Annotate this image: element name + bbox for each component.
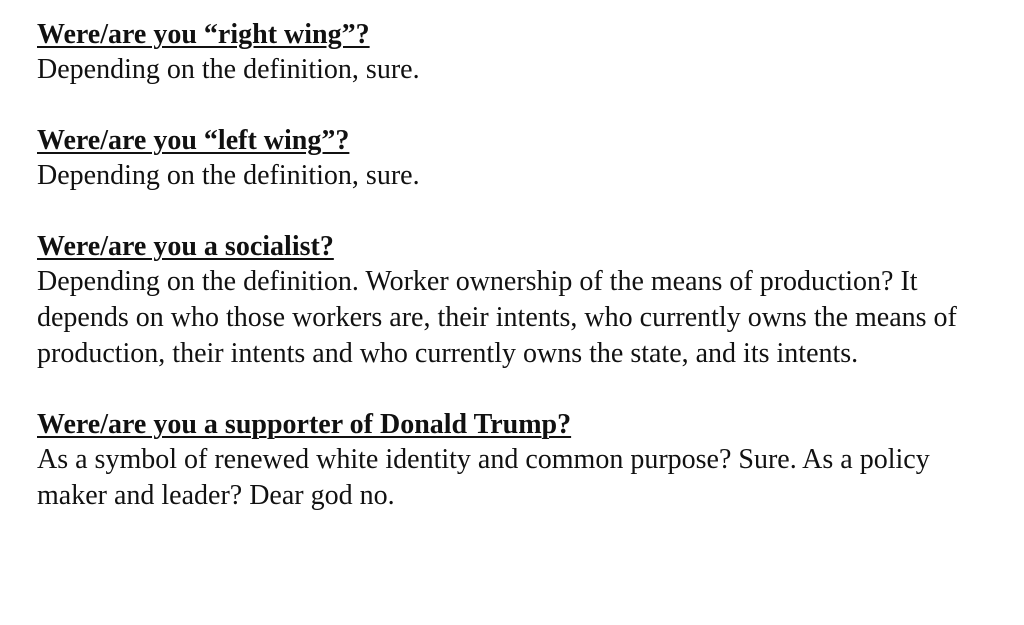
question-heading: Were/are you “right wing”?: [37, 19, 370, 50]
answer-text: As a symbol of renewed white identity and common purpose? Sure. As a policy maker and leader? Dear god no.: [37, 444, 930, 511]
answer-text: Depending on the definition. Worker ownership of the means of production? It depends on who those workers are, their intents, who currently owns the means of production, their intents and who currently owns the state, and its intents.: [37, 266, 957, 369]
question-heading: Were/are you a supporter of Donald Trump?: [37, 409, 572, 440]
document-page: [37, 18, 997, 514]
qa-block-right-wing: [37, 18, 997, 88]
answer-text: Depending on the definition, sure.: [37, 160, 420, 191]
question-heading: Were/are you “left wing”?: [37, 125, 350, 156]
question-heading: Were/are you a socialist?: [37, 231, 334, 262]
qa-block-left-wing: [37, 124, 997, 194]
qa-block-trump: [37, 408, 997, 514]
qa-block-socialist: [37, 230, 997, 372]
answer-text: Depending on the definition, sure.: [37, 54, 420, 85]
